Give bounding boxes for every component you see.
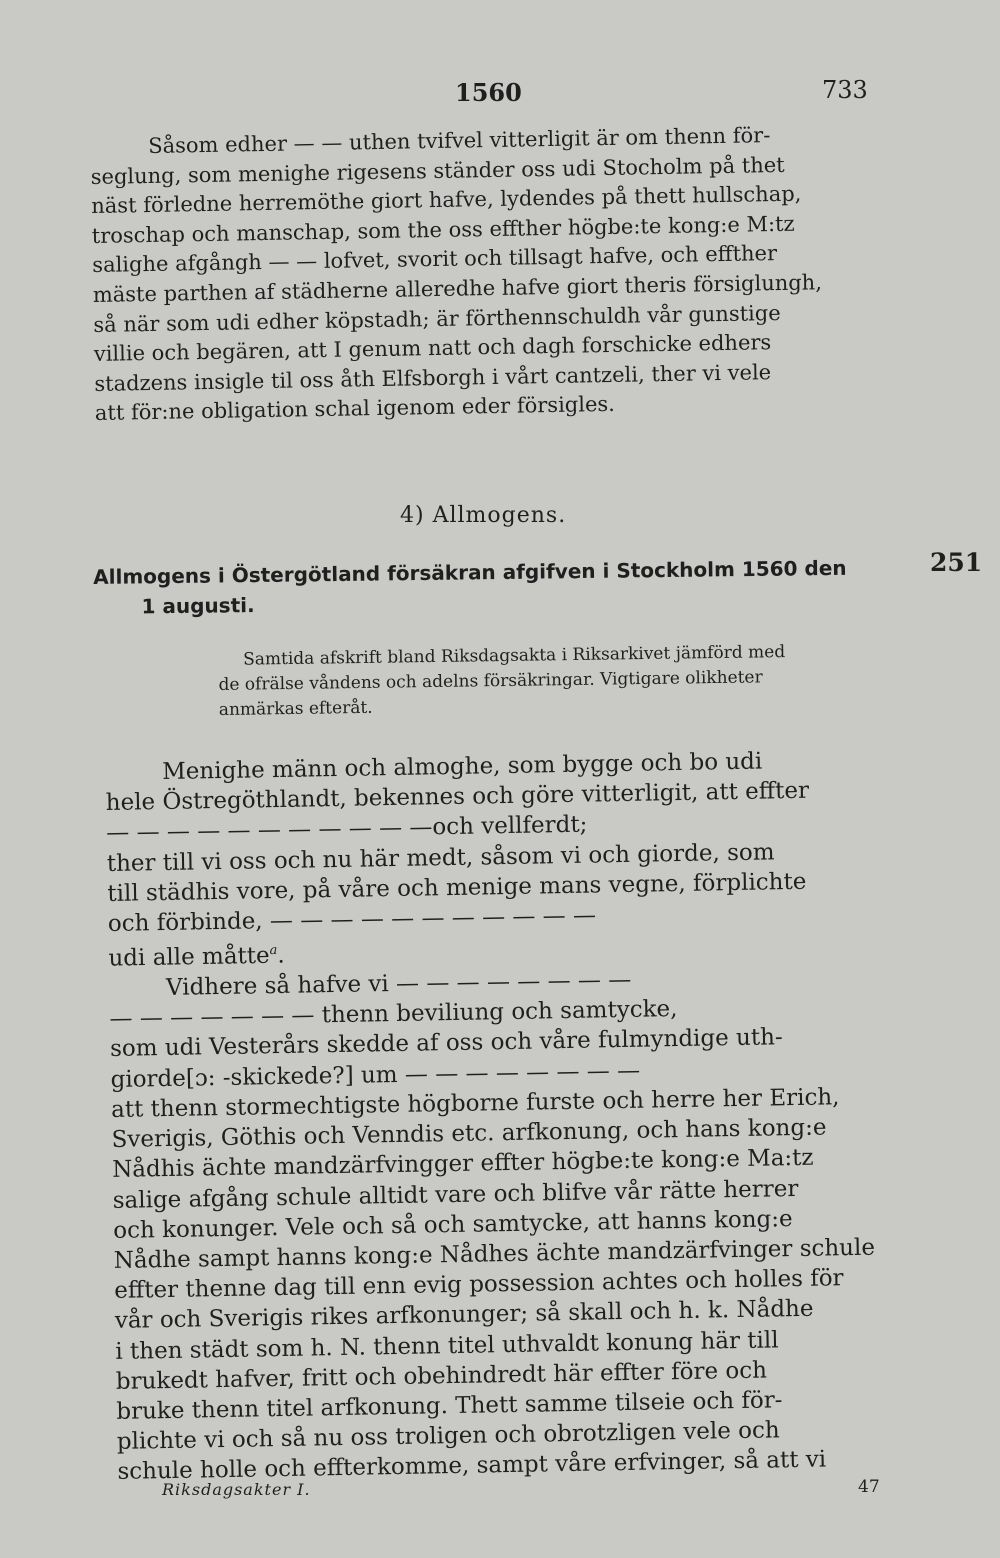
text-line: bruke thenn titel arfkonung. Thett samme tilseie och för- — [116, 1387, 783, 1425]
text-fragment: . — [277, 942, 285, 969]
text-line: och konunger. Vele och så och samtycke, att hanns kong:e — [113, 1205, 793, 1244]
text-line: så när som udi edher köpstadh; är förthennschuldh vår gunstige — [93, 300, 781, 337]
text-line: Menighe männ och almoghe, som bygge och bo udi — [162, 748, 763, 786]
source-line: anmärkas efteråt. — [218, 697, 373, 720]
footnote-mark: a — [269, 943, 278, 959]
text-line: som udi Vesterårs skedde af oss och våre fulmyndige uth- — [109, 1024, 783, 1063]
text-line: Sverigis, Göthis och Venndis etc. arfkonung, och hans kong:e — [111, 1114, 827, 1154]
source-line: de ofrälse våndens och adelns försäkringar. Vigtigare olikheter — [218, 667, 763, 695]
text-line: giorde[ɔ: -skickede?] um — — — — — — — — — [110, 1057, 641, 1093]
text-line: Nådhis ächte mandzärfvingger effter högbe:te kong:e Ma:tz — [111, 1144, 814, 1184]
text-line: schule holle och effterkomme, sampt våre erfvinger, så att vi — [117, 1446, 827, 1486]
text-line: salighe afgångh — — lofvet, svorit och tillsagt hafve, och effther — [92, 241, 778, 278]
text-fragment: udi alle mått — [108, 943, 257, 972]
text-line: hele Östregöthlandt, bekennes och göre vitterligit, att effter — [105, 777, 810, 817]
text-line: i then städt som h. N. thenn titel uthvaldt konung här till — [115, 1326, 779, 1365]
document-title-line: Allmogens i Östergötland försäkran afgifven i Stockholm 1560 den — [93, 555, 847, 589]
text-line: till städhis vore, på våre och menige mans vegne, förplichte — [107, 868, 807, 907]
footer-series-title: Riksdagsakter I. — [162, 1480, 311, 1499]
text-line: villie och begären, att I genum natt och dagh forschicke edhers — [93, 330, 772, 367]
text-line: — — — — — — — — — — —och vellferdt; — [106, 811, 588, 847]
text-fragment: e — [255, 943, 270, 970]
text-line: Såsom edher — — uthen tvifvel vitterligit är om thenn för- — [148, 123, 771, 158]
text-line: brukedt hafver, fritt och obehindredt här effter före och — [115, 1357, 768, 1395]
continuation-text — [90, 119, 905, 429]
text-line: ther till vi oss och nu här medt, såsom vi och giorde, som — [106, 838, 775, 877]
text-line: att thenn stormechtigste högborne furste och herre her Erich, — [110, 1084, 840, 1123]
text-line: troschap och manschap, som the oss effther högbe:te kong:e M:tz — [91, 211, 795, 248]
text-line: Vidhere så hafve vi — — — — — — — — — [165, 966, 632, 1002]
text-line: stadzens insigle til oss åth Elfsborgh i vårt cantzeli, ther vi vele — [94, 359, 772, 396]
footer-sheet-number: 47 — [858, 1477, 880, 1497]
text-line: och förbinde, — — — — — — — — — — — — [107, 902, 597, 937]
text-line: Nådhe sampt hanns kong:e Nådhes ächte mandzärfvinger schule — [113, 1234, 876, 1274]
text-line: vår och Sverigis rikes arfkonunger; så skall och h. k. Nådhe — [114, 1296, 814, 1335]
text-line: seglung, som menighe rigesens ständer oss udi Stocholm på thet — [90, 152, 785, 189]
document-body — [105, 744, 928, 1488]
text-line: salige afgång schule alltidt vare och blifve vår rätte herrer — [112, 1175, 799, 1214]
text-line: näst förledne herremöthe giort hafve, lydendes på thett hullschap, — [91, 181, 802, 219]
text-line: effter thenne dag till enn evig possession achtes och holles för — [114, 1265, 844, 1305]
document-number: 251 — [930, 548, 983, 577]
text-line: att för:ne obligation schal igenom eder försigles. — [94, 392, 616, 426]
text-line: — — — — — — — thenn beviliung och samtycke, — [109, 996, 678, 1033]
section-heading: 4) Allmogens. — [400, 503, 567, 528]
document-title-line: 1 augusti. — [141, 593, 255, 619]
text-line: mäste parthen af städherne alleredhe hafve giort theris försiglungh, — [92, 270, 823, 307]
source-line: Samtida afskrift bland Riksdagsakta i Riksarkivet jämförd med — [243, 642, 786, 670]
running-year: 1560 — [455, 78, 522, 107]
page-number: 733 — [822, 76, 868, 104]
source-note — [218, 638, 909, 723]
document-title — [93, 552, 914, 622]
text-line: plichte vi och så nu oss troligen och obrotzligen vele och — [116, 1417, 780, 1456]
